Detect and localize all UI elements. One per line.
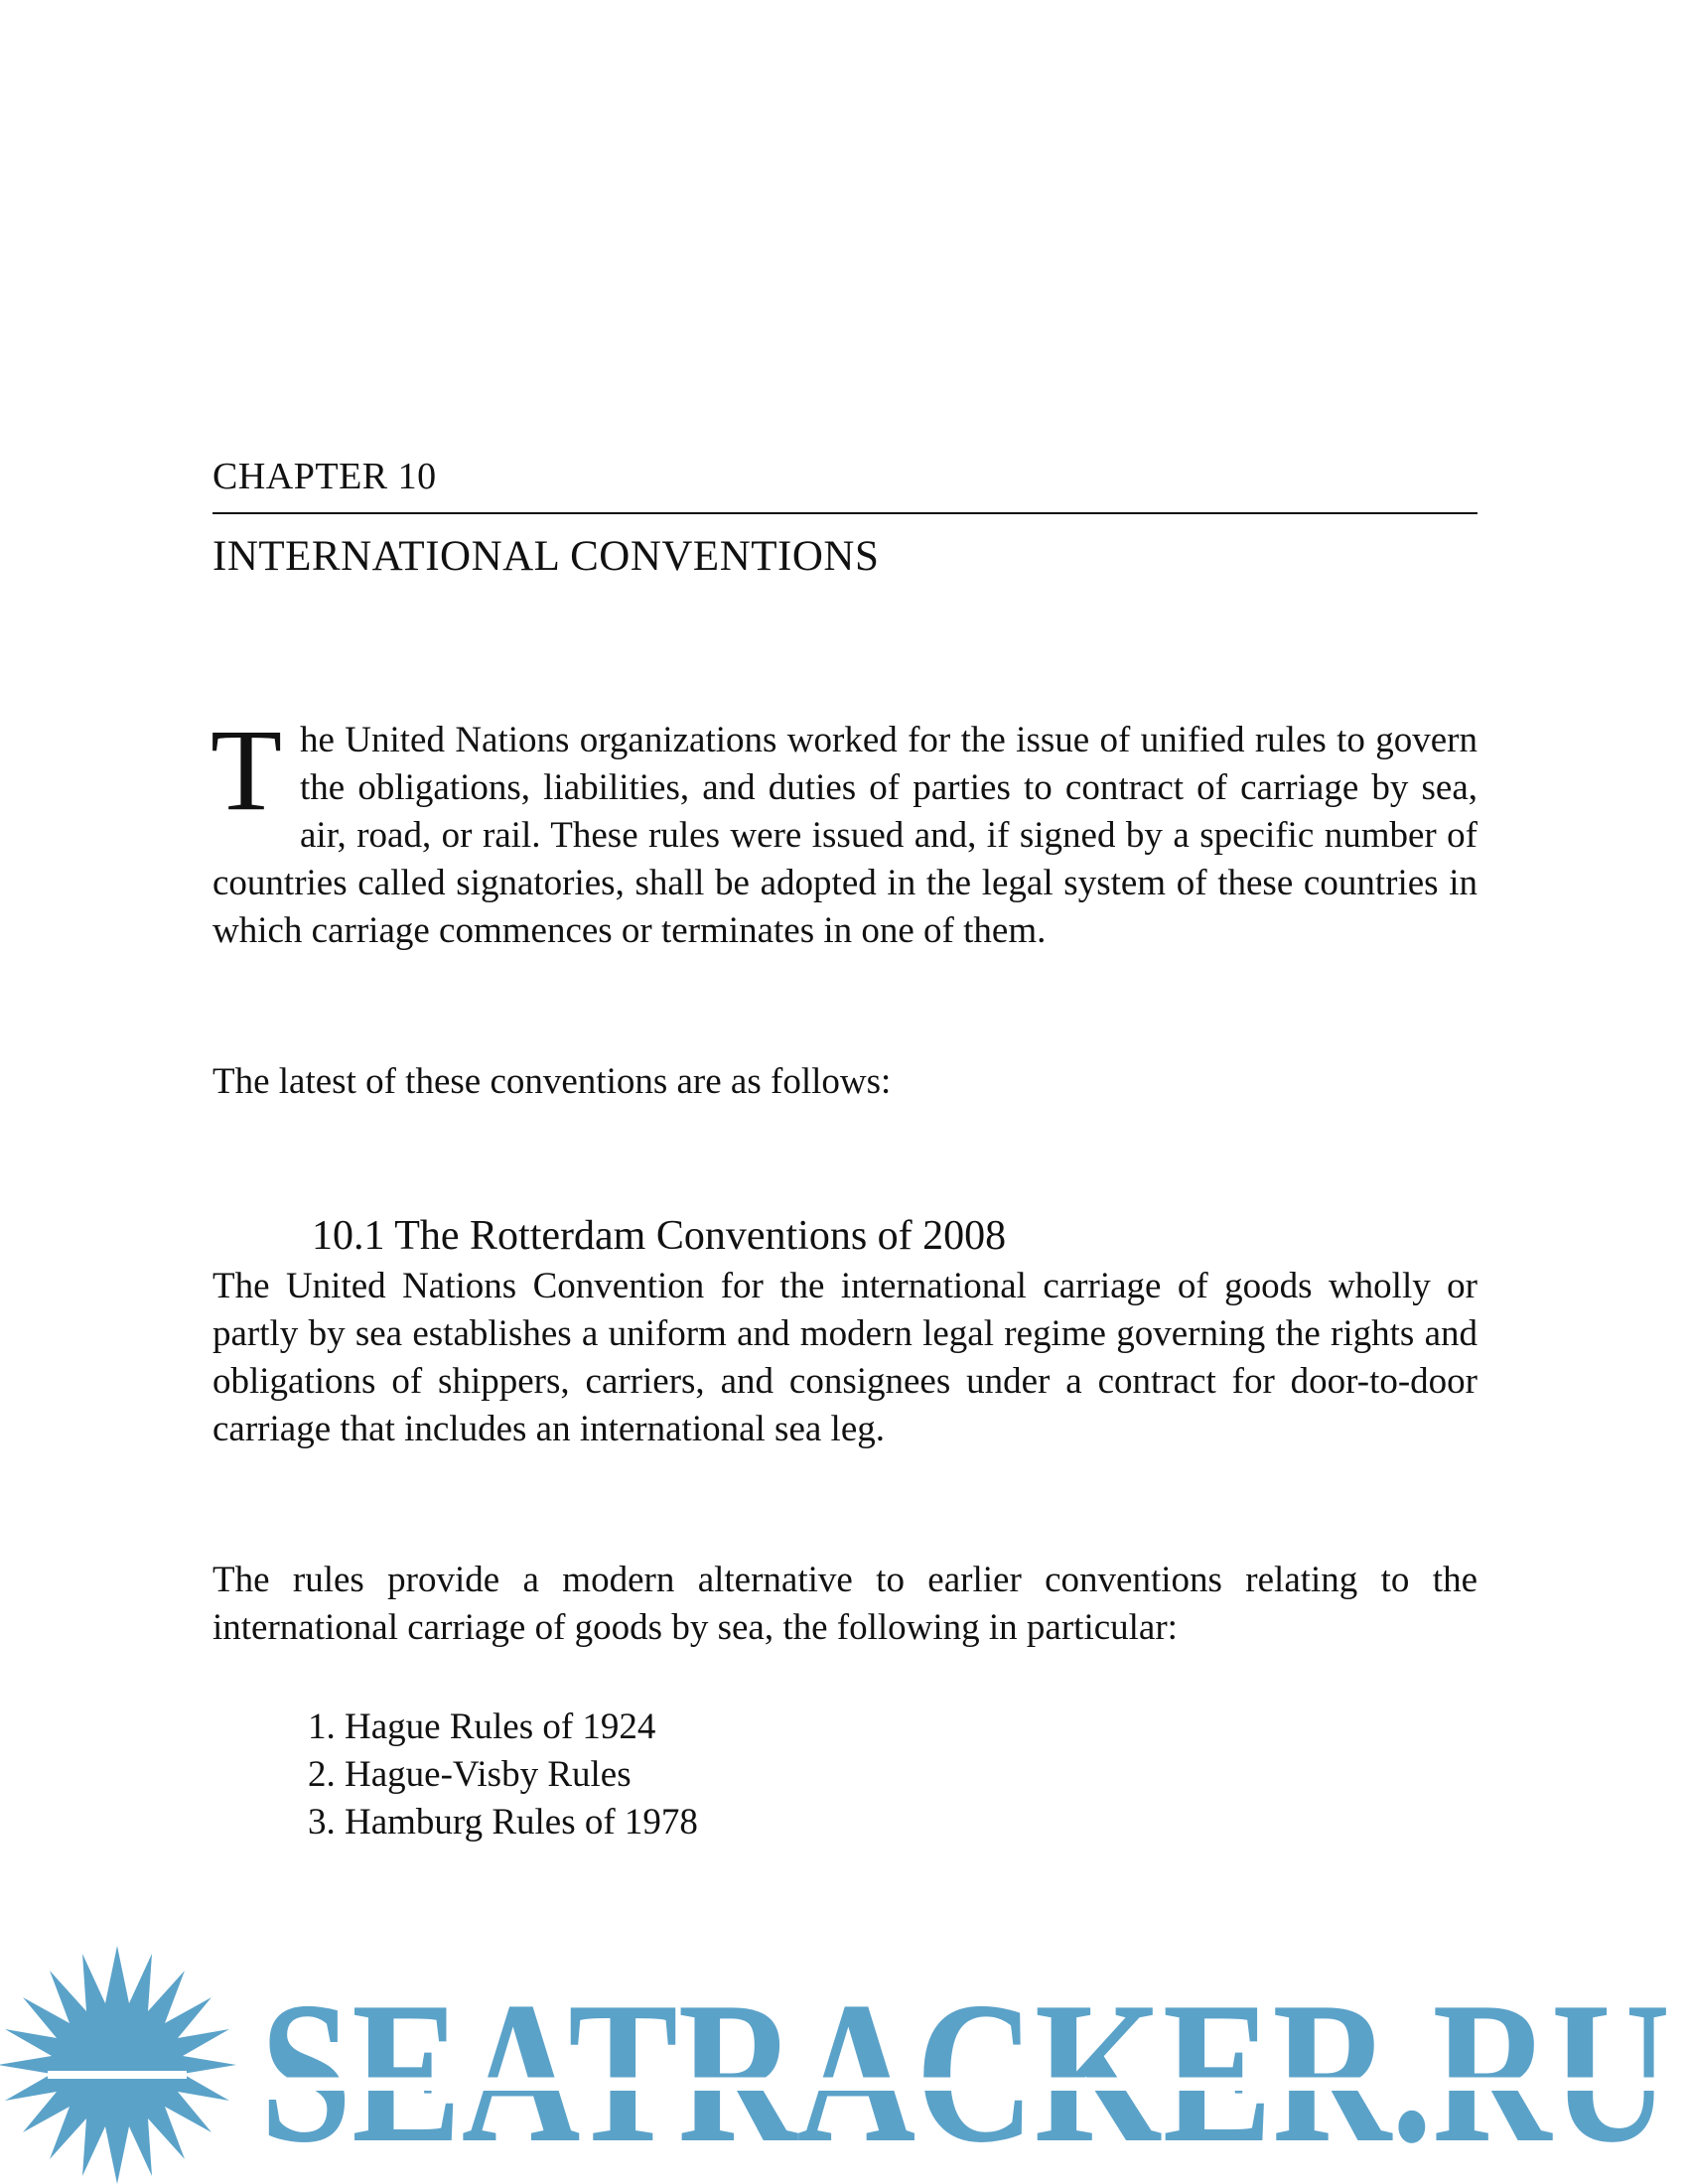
sun-logo-icon <box>0 1946 236 2184</box>
rules-intro-paragraph: The rules provide a modern alternative to earlier conventions relating to the international carriage of goods by sea, the following in particular: <box>212 1560 1477 1648</box>
list-item: 3. Hamburg Rules of 1978 <box>308 1802 698 1843</box>
chapter-divider <box>212 512 1477 514</box>
section-heading: 10.1 The Rotterdam Conventions of 2008 <box>312 1213 1007 1259</box>
watermark-text: SEATRACKER.RU <box>260 1961 1670 2184</box>
conventions-list <box>308 1704 698 1846</box>
chapter-label: CHAPTER 10 <box>212 456 437 497</box>
list-item: 2. Hague-Visby Rules <box>308 1754 632 1795</box>
latest-conventions-paragraph: The latest of these conventions are as follows: <box>212 1061 892 1102</box>
chapter-title: INTERNATIONAL CONVENTIONS <box>212 533 880 580</box>
watermark <box>0 1926 1688 2184</box>
rotterdam-paragraph: The United Nations Convention for the international carriage of goods wholly or partly by sea establishes a uniform and modern legal regime governing the rights and obligations of shippers, carriers, and consignees under a contract for door-to-door carriage that includes an international sea leg. <box>212 1266 1477 1449</box>
intro-text: he United Nations organizations worked for the issue of unified rules to govern the obligations, liabilities, and duties of parties to contract of carriage by sea, air, road, or rail. These rules were issued and, if signed by a specific number of countries called signatories, shall be adopted in the legal system of these countries in which carriage commences or terminates in one of them. <box>212 720 1477 951</box>
intro-paragraph <box>211 705 1477 955</box>
drop-cap: T <box>211 705 283 835</box>
list-item: 1. Hague Rules of 1924 <box>308 1706 656 1747</box>
